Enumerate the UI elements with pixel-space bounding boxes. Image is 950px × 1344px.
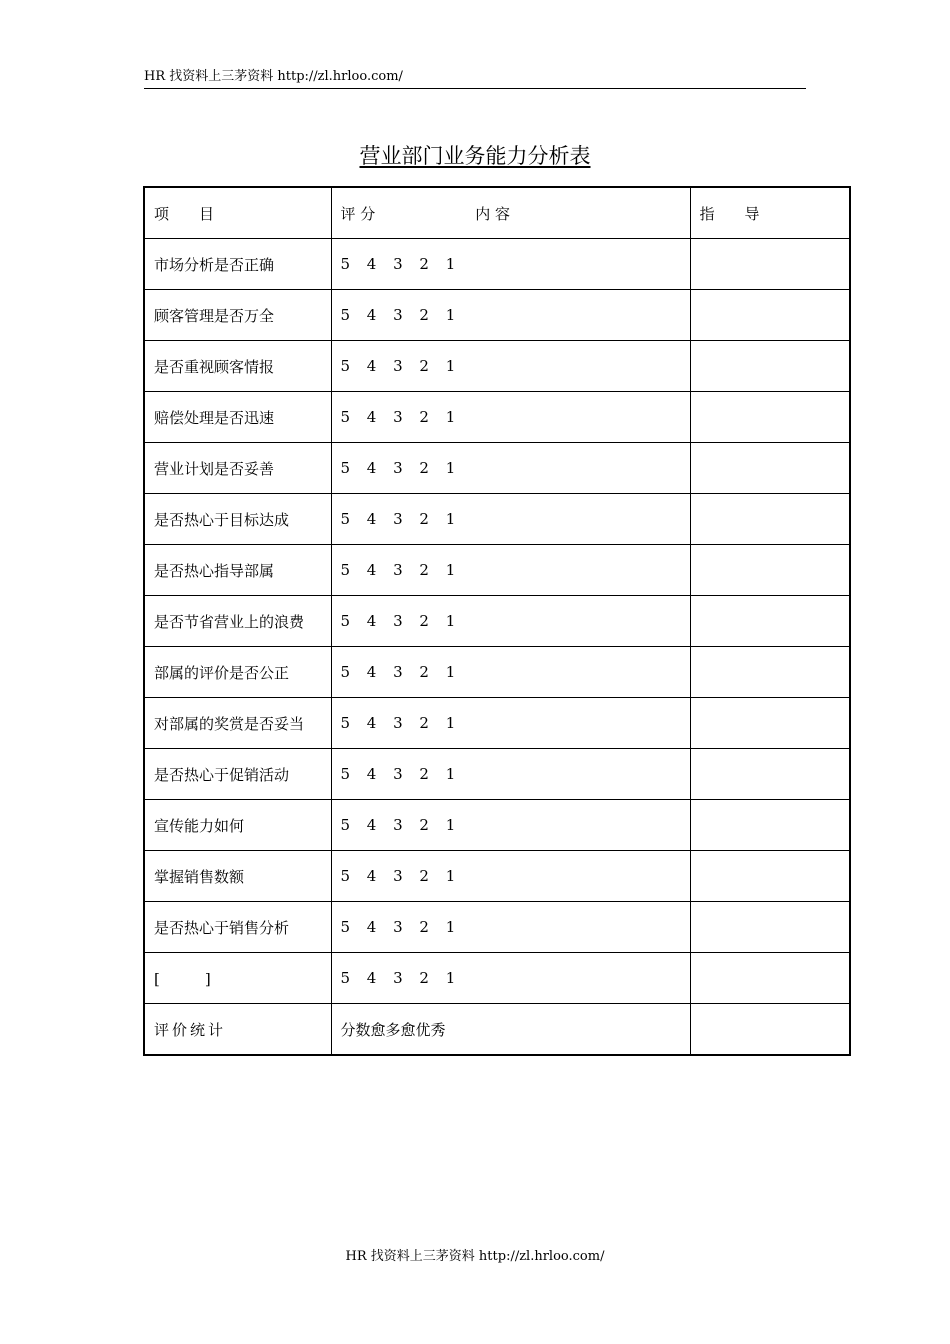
table-row xyxy=(144,851,850,902)
table-row xyxy=(144,647,850,698)
row-scores[interactable]: 5 4 3 2 1 xyxy=(331,902,690,953)
row-item: 顾客管理是否万全 xyxy=(144,290,331,341)
row-guide-cell[interactable] xyxy=(690,290,850,341)
table-row xyxy=(144,494,850,545)
row-guide-cell[interactable] xyxy=(690,953,850,1004)
table-row xyxy=(144,698,850,749)
row-guide-cell[interactable] xyxy=(690,647,850,698)
header-text: HR 找资料上三茅资料 http://zl.hrloo.com/ xyxy=(144,69,403,84)
row-item: 营业计划是否妥善 xyxy=(144,443,331,494)
row-scores[interactable]: 5 4 3 2 1 xyxy=(331,851,690,902)
row-guide-cell[interactable] xyxy=(690,494,850,545)
table-row xyxy=(144,443,850,494)
table-row xyxy=(144,596,850,647)
page-title xyxy=(0,142,950,170)
table-header-row xyxy=(144,187,850,239)
row-guide-cell[interactable] xyxy=(690,851,850,902)
table-body xyxy=(144,239,850,1004)
row-scores[interactable]: 5 4 3 2 1 xyxy=(331,443,690,494)
header-content: 内 容 xyxy=(475,204,511,223)
row-scores[interactable]: 5 4 3 2 1 xyxy=(331,392,690,443)
row-guide-cell[interactable] xyxy=(690,341,850,392)
table-row xyxy=(144,290,850,341)
analysis-table xyxy=(143,186,851,1056)
row-scores[interactable]: 5 4 3 2 1 xyxy=(331,698,690,749)
table-row xyxy=(144,902,850,953)
row-item: 是否热心于目标达成 xyxy=(144,494,331,545)
row-item: 宣传能力如何 xyxy=(144,800,331,851)
row-scores[interactable]: 5 4 3 2 1 xyxy=(331,239,690,290)
row-guide-cell[interactable] xyxy=(690,596,850,647)
row-guide-cell[interactable] xyxy=(690,698,850,749)
summary-value: 分数愈多愈优秀 xyxy=(331,1004,690,1056)
summary-row xyxy=(144,1004,850,1056)
table-row xyxy=(144,545,850,596)
table-row xyxy=(144,749,850,800)
row-scores[interactable]: 5 4 3 2 1 xyxy=(331,647,690,698)
row-scores[interactable]: 5 4 3 2 1 xyxy=(331,596,690,647)
header-item: 项 目 xyxy=(144,187,331,239)
row-scores[interactable]: 5 4 3 2 1 xyxy=(331,749,690,800)
table-row xyxy=(144,800,850,851)
row-item: 是否重视顾客情报 xyxy=(144,341,331,392)
title-text: 营业部门业务能力分析表 xyxy=(359,144,591,168)
row-scores[interactable]: 5 4 3 2 1 xyxy=(331,800,690,851)
table-row xyxy=(144,392,850,443)
summary-label: 评价统计 xyxy=(144,1004,331,1056)
row-scores[interactable]: 5 4 3 2 1 xyxy=(331,494,690,545)
row-item: 是否热心于销售分析 xyxy=(144,902,331,953)
row-item: 对部属的奖赏是否妥当 xyxy=(144,698,331,749)
summary-guide-cell[interactable] xyxy=(690,1004,850,1056)
row-item: [ ] xyxy=(144,953,331,1004)
row-item: 掌握销售数额 xyxy=(144,851,331,902)
footer-text: HR 找资料上三茅资料 http://zl.hrloo.com/ xyxy=(345,1249,605,1264)
row-scores[interactable]: 5 4 3 2 1 xyxy=(331,953,690,1004)
page-header xyxy=(144,68,806,89)
row-scores[interactable]: 5 4 3 2 1 xyxy=(331,545,690,596)
row-guide-cell[interactable] xyxy=(690,392,850,443)
page-footer xyxy=(0,1248,950,1266)
row-guide-cell[interactable] xyxy=(690,545,850,596)
header-score-content xyxy=(331,187,690,239)
row-item: 部属的评价是否公正 xyxy=(144,647,331,698)
row-guide-cell[interactable] xyxy=(690,902,850,953)
row-item: 是否热心指导部属 xyxy=(144,545,331,596)
row-item: 是否节省营业上的浪费 xyxy=(144,596,331,647)
row-guide-cell[interactable] xyxy=(690,443,850,494)
header-score: 评 分 xyxy=(340,204,376,223)
row-guide-cell[interactable] xyxy=(690,239,850,290)
row-scores[interactable]: 5 4 3 2 1 xyxy=(331,341,690,392)
table-row xyxy=(144,953,850,1004)
row-guide-cell[interactable] xyxy=(690,800,850,851)
header-guide: 指 导 xyxy=(690,187,850,239)
table-row xyxy=(144,239,850,290)
row-item: 是否热心于促销活动 xyxy=(144,749,331,800)
row-guide-cell[interactable] xyxy=(690,749,850,800)
row-scores[interactable]: 5 4 3 2 1 xyxy=(331,290,690,341)
row-item: 赔偿处理是否迅速 xyxy=(144,392,331,443)
row-item: 市场分析是否正确 xyxy=(144,239,331,290)
table-row xyxy=(144,341,850,392)
